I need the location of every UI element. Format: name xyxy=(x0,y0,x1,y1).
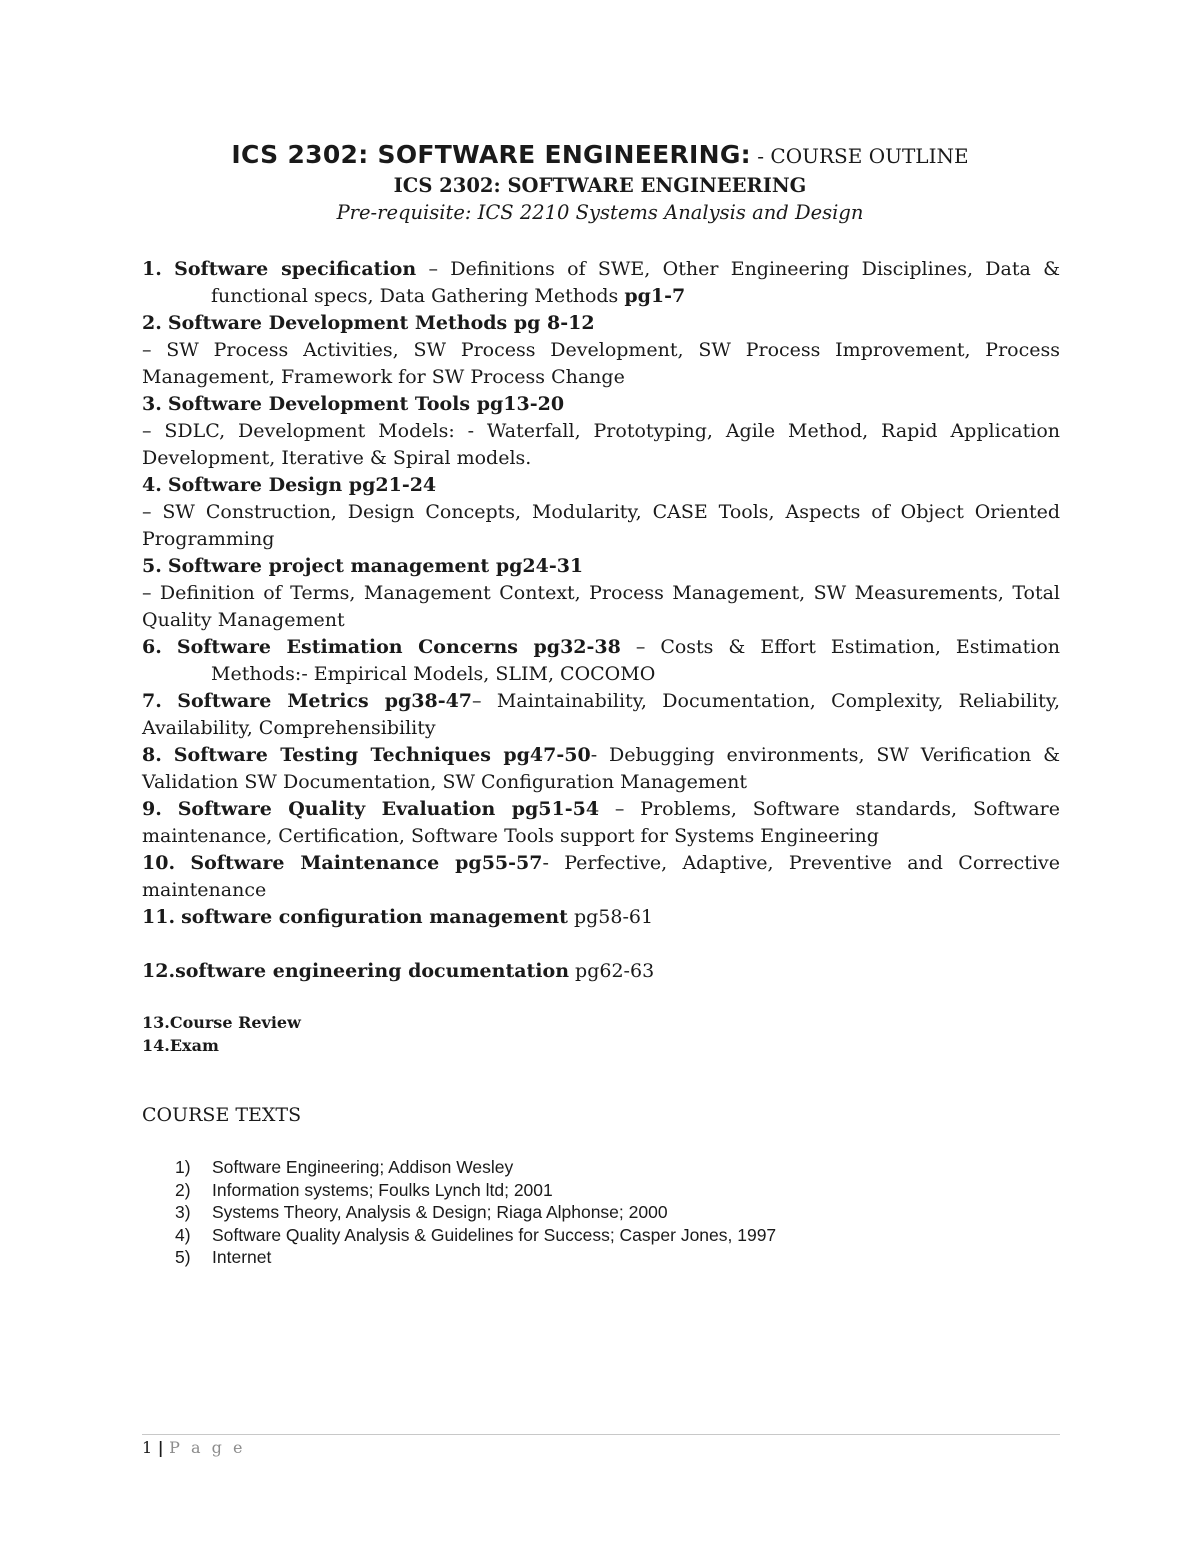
document-title xyxy=(0,140,1200,169)
list-marker: 4) xyxy=(175,1224,191,1245)
list-item xyxy=(142,1156,776,1179)
item-heading: Software Development Tools pg13-20 xyxy=(167,393,565,415)
item-description: – Definition of Terms, Management Context, Process Management, SW Measurements, Total Quality Management xyxy=(142,582,1060,631)
item-number: 5. xyxy=(142,555,162,577)
footer-separator: | xyxy=(152,1438,170,1457)
outline-item-course-review: 13.Course Review xyxy=(142,1013,301,1032)
item-heading: Software Metrics pg38-47 xyxy=(177,690,473,712)
list-item-text: Internet xyxy=(212,1247,272,1267)
outline-item-1 xyxy=(142,256,1060,310)
item-heading: Software Design pg21-24 xyxy=(167,474,437,496)
item-heading: Software Quality Evaluation pg51-54 xyxy=(177,798,600,820)
item-number: 10. xyxy=(142,852,176,874)
page-label: P a g e xyxy=(169,1438,246,1457)
list-item xyxy=(142,1201,776,1224)
item-heading: Software Testing Techniques pg47-50 xyxy=(173,744,591,766)
page-footer xyxy=(142,1438,245,1457)
footer-divider xyxy=(142,1434,1060,1435)
list-marker: 3) xyxy=(175,1202,191,1222)
outline-item-5 xyxy=(142,553,1060,634)
item-description: – Costs & Effort Estimation, Estimation Methods:- Empirical Models, SLIM, COCOMO xyxy=(211,636,1060,685)
item-number: 11. xyxy=(142,906,176,928)
course-subtitle: ICS 2302: SOFTWARE ENGINEERING xyxy=(393,174,807,197)
item-heading: Software Maintenance pg55-57 xyxy=(190,852,543,874)
item-number: 8. xyxy=(142,744,162,766)
list-marker: 5) xyxy=(175,1247,191,1267)
item-description: pg58-61 xyxy=(567,906,654,928)
item-heading: software engineering documentation xyxy=(175,960,570,982)
list-item xyxy=(142,1224,776,1247)
item-description: – SDLC, Development Models: - Waterfall, Prototyping, Agile Method, Rapid Application Development, Iterative & Spiral models. xyxy=(142,420,1060,469)
item-number: 4. xyxy=(142,474,162,496)
item-heading: Software Development Methods pg 8-12 xyxy=(167,312,595,334)
outline-item-11 xyxy=(142,904,1060,931)
outline-item-3 xyxy=(142,391,1060,472)
item-number: 3. xyxy=(142,393,162,415)
course-texts-heading: COURSE TEXTS xyxy=(142,1104,302,1126)
list-item-text: Software Quality Analysis & Guidelines for Success; Casper Jones, 1997 xyxy=(212,1224,777,1245)
course-outline-list xyxy=(142,256,1060,985)
item-number: 6. xyxy=(142,636,162,658)
item-number: 2. xyxy=(142,312,162,334)
title-main: ICS 2302: SOFTWARE ENGINEERING: xyxy=(231,140,751,169)
item-description: pg62-63 xyxy=(569,960,655,982)
item-number: 12. xyxy=(142,960,176,982)
page-number: 1 xyxy=(142,1438,153,1457)
item-number: 1. xyxy=(142,258,162,280)
item-description: – Definitions of SWE, Other Engineering Disciplines, Data & functional specs, Data Gathering Methods xyxy=(211,258,1060,307)
list-item-text: Information systems; Foulks Lynch ltd; 2001 xyxy=(212,1179,553,1200)
outline-item-10 xyxy=(142,850,1060,904)
list-item xyxy=(142,1179,776,1202)
item-heading: Software specification xyxy=(174,258,417,280)
outline-item-7 xyxy=(142,688,1060,742)
item-description: - Debugging environments, SW Verification & Validation SW Documentation, SW Configuration Management xyxy=(142,744,1060,793)
list-item-text: Software Engineering; Addison Wesley xyxy=(212,1157,514,1177)
list-marker: 2) xyxy=(175,1179,191,1200)
item-heading: software configuration management xyxy=(181,906,568,928)
item-pages: pg1-7 xyxy=(624,285,686,307)
outline-item-2 xyxy=(142,310,1060,391)
item-description: – SW Process Activities, SW Process Development, SW Process Improvement, Process Management, Framework for SW Process Change xyxy=(142,339,1060,388)
outline-item-12 xyxy=(142,958,1060,985)
outline-item-exam: 14.Exam xyxy=(142,1036,219,1055)
outline-item-8 xyxy=(142,742,1060,796)
item-number: 7. xyxy=(142,690,162,712)
list-item xyxy=(142,1246,776,1269)
item-description: – SW Construction, Design Concepts, Modularity, CASE Tools, Aspects of Object Oriented Programming xyxy=(142,501,1060,550)
outline-item-9 xyxy=(142,796,1060,850)
item-description: - Perfective, Adaptive, Preventive and Corrective maintenance xyxy=(142,852,1060,901)
item-heading: Software Estimation Concerns pg32-38 xyxy=(176,636,621,658)
list-item-text: Systems Theory, Analysis & Design; Riaga Alphonse; 2000 xyxy=(212,1202,668,1222)
course-texts-list xyxy=(142,1156,776,1269)
outline-item-6 xyxy=(142,634,1060,688)
item-number: 9. xyxy=(142,798,162,820)
prerequisite-line: Pre-requisite: ICS 2210 Systems Analysis and Design xyxy=(336,201,864,224)
item-description: – Maintainability, Documentation, Complexity, Reliability, Availability, Comprehensibility xyxy=(142,690,1060,739)
list-marker: 1) xyxy=(175,1157,191,1177)
item-heading: Software project management pg24-31 xyxy=(167,555,584,577)
outline-item-4 xyxy=(142,472,1060,553)
title-suffix: - COURSE OUTLINE xyxy=(750,144,969,168)
item-description: – Problems, Software standards, Software maintenance, Certification, Software Tools support for Systems Engineering xyxy=(142,798,1060,847)
